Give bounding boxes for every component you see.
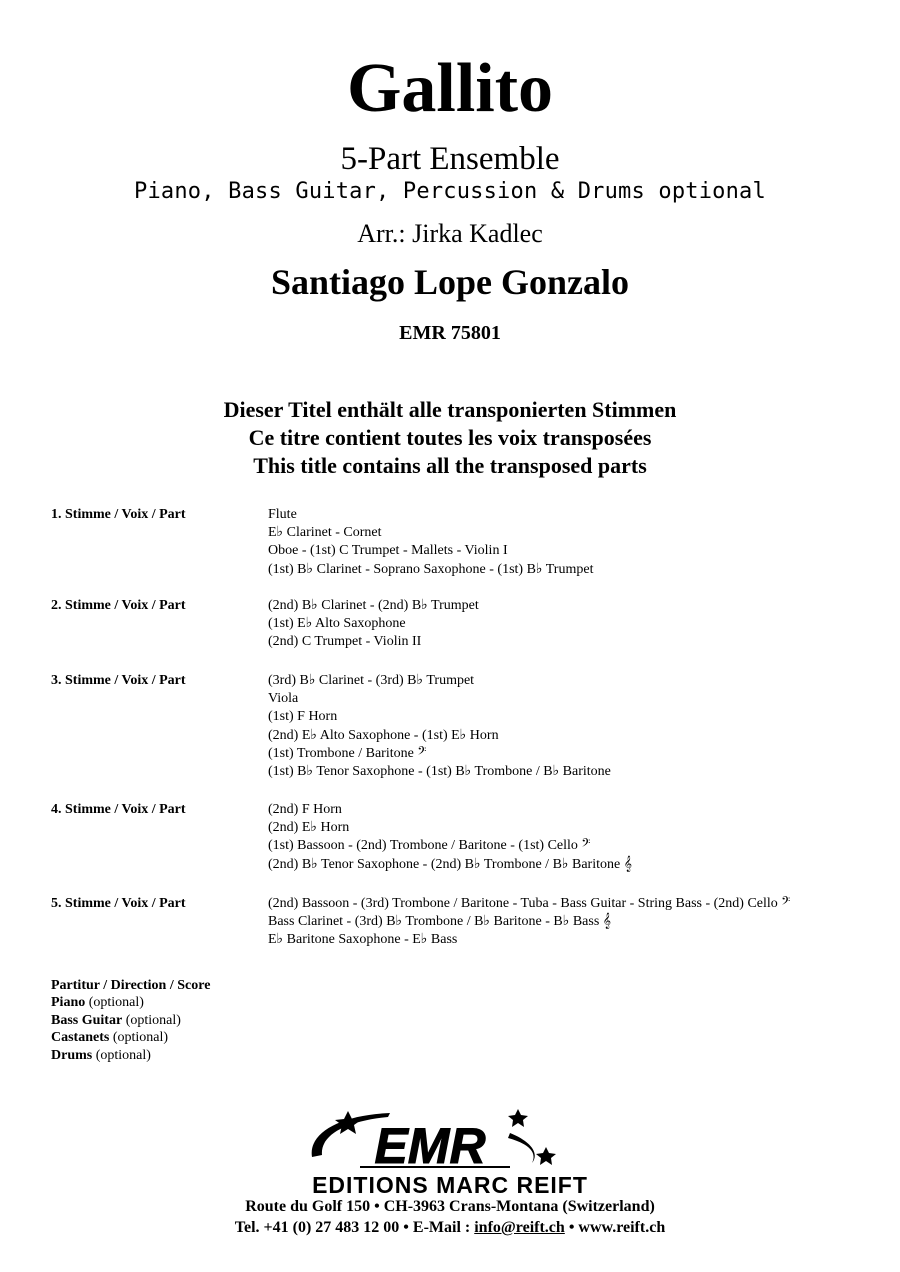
publisher-contact: Tel. +41 (0) 27 483 12 00 • E-Mail : info@reift.ch • www.reift.ch [234, 1219, 666, 1236]
instrument-line: (1st) F Horn [268, 709, 338, 725]
instrument-line: (2nd) B♭ Tenor Saxophone - (2nd) B♭ Trombone / B♭ Baritone 𝄞 [268, 856, 632, 872]
part-instrument-list [268, 672, 611, 781]
score-item: Partitur / Direction / Score [51, 978, 211, 993]
contains-en: This title contains all the transposed parts [253, 453, 647, 478]
part-instrument-list [268, 895, 790, 950]
contains-fr: Ce titre contient toutes les voix transposées [248, 425, 652, 450]
contains-de: Dieser Titel enthält alle transponierten Stimmen [223, 397, 677, 422]
publisher-name: EDITIONS MARC REIFT [312, 1172, 588, 1198]
part-instrument-list [268, 597, 479, 652]
instrument-line: (2nd) F Horn [268, 802, 342, 817]
logo-text: EMR [374, 1118, 486, 1174]
part-label: 3. Stimme / Voix / Part [51, 673, 186, 688]
part-label: 2. Stimme / Voix / Part [51, 598, 186, 613]
instrument-line: (1st) B♭ Tenor Saxophone - (1st) B♭ Trombone / B♭ Baritone [268, 763, 611, 779]
instrument-line: (1st) E♭ Alto Saxophone [268, 616, 406, 632]
instrument-line: Viola [268, 691, 299, 707]
instrument-line: (2nd) E♭ Alto Saxophone - (1st) E♭ Horn [268, 727, 499, 743]
instrument-line: E♭ Baritone Saxophone - E♭ Bass [268, 932, 458, 948]
part-instrument-list [268, 506, 593, 579]
instrument-line: (3rd) B♭ Clarinet - (3rd) B♭ Trumpet [268, 673, 475, 688]
part-label: 5. Stimme / Voix / Part [51, 896, 186, 911]
instrument-line: (2nd) B♭ Clarinet - (2nd) B♭ Trumpet [268, 598, 479, 613]
publisher-address: Route du Golf 150 • CH-3963 Crans-Montana (Switzerland) [245, 1198, 655, 1215]
score-list [51, 977, 210, 1064]
website-link[interactable]: • www.reift.ch [564, 1219, 666, 1236]
catalog-number: EMR 75801 [399, 322, 501, 344]
instrument-line: Oboe - (1st) C Trumpet - Mallets - Violin I [268, 543, 508, 559]
score-item: Castanets (optional) [51, 1030, 169, 1046]
contains-notice [0, 396, 900, 480]
composer: Santiago Lope Gonzalo [270, 262, 630, 302]
instrument-line: (1st) B♭ Clarinet - Soprano Saxophone - (1st) B♭ Trumpet [268, 561, 594, 577]
emr-logo [300, 1105, 570, 1175]
part-label: 1. Stimme / Voix / Part [51, 507, 186, 522]
instrument-line: (2nd) C Trumpet - Violin II [268, 634, 422, 650]
score-item: Drums (optional) [51, 1047, 151, 1063]
score-item: Bass Guitar (optional) [51, 1012, 181, 1028]
email-link[interactable]: info@reift.ch [474, 1219, 565, 1236]
subtitle: 5-Part Ensemble [340, 141, 560, 177]
instrument-line: Bass Clarinet - (3rd) B♭ Trombone / B♭ Baritone - B♭ Bass 𝄞 [268, 914, 612, 930]
instrument-line: (2nd) Bassoon - (3rd) Trombone / Baritone - Tuba - Bass Guitar - String Bass - (2nd) Cello 𝄢 [268, 896, 791, 911]
instrument-line: E♭ Clarinet - Cornet [268, 525, 382, 541]
instrument-line: (2nd) E♭ Horn [268, 820, 350, 836]
part-instrument-list [268, 801, 632, 874]
instrument-line: Flute [268, 507, 297, 522]
arranger: Arr.: Jirka Kadlec [357, 219, 543, 248]
page-title: Gallito [346, 50, 554, 127]
instrumentation: Piano, Bass Guitar, Percussion & Drums optional [134, 179, 766, 204]
score-item: Piano (optional) [51, 995, 144, 1011]
part-label: 4. Stimme / Voix / Part [51, 802, 186, 817]
instrument-line: (1st) Trombone / Baritone 𝄢 [268, 745, 427, 761]
instrument-line: (1st) Bassoon - (2nd) Trombone / Baritone - (1st) Cello 𝄢 [268, 838, 591, 854]
